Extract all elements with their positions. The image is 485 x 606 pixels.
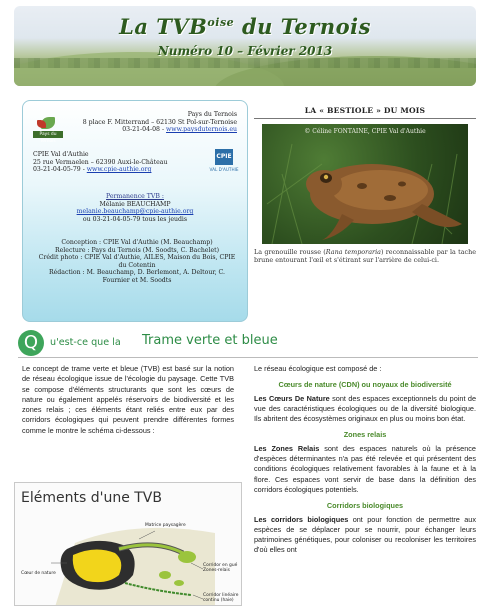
cpie-website-link[interactable]: www.cpie-authie.org [86, 166, 152, 174]
newsletter-title: La $TVB^{oise}$ du Ternois [119, 14, 371, 39]
cpie-address-block: CPIE Val d'Authie 25 rue Vermaelen – 62390 Auxi-le-Château 03-21-04-05-79 - www.cpie-authie.org [33, 151, 168, 174]
frog-photo [262, 124, 468, 244]
pays-website-link[interactable]: www.paysduternois.eu [166, 126, 237, 134]
section-initial: Q [18, 330, 44, 356]
divider [18, 357, 478, 358]
paragraph-zones-relais: Les Zones Relais sont des espaces naturels où la présence d'espèces déterminantes n'a pas été relevée et qui présentent des conditions écologiques relativement favorables à la faune et à la flore. Ces espaces vont servir de base dans la définition des corridors écologiques potentiels. [254, 443, 476, 494]
frog-caption: La grenouille rousse (Rana temporaria) reconnaissable par la tache brune entourant l'œil et s'étirant sur l'arrière de celui-ci. [254, 248, 477, 265]
permanence-email-link[interactable]: melanie.beauchamp@cpie-authie.org [76, 208, 194, 216]
tvb-diagram [14, 482, 242, 606]
paragraph-coeurs-nature: Les Cœurs De Nature sont des espaces exceptionnels du point de vue des caractéristiques écologiques ou de la diversité biologique. Ils abritent des écosystèmes originaux en plus ou moins bon état. [254, 393, 477, 424]
intro-paragraph: Le concept de trame verte et bleue (TVB) est basé sur la notion de réseau écologique issue de l'écologie du paysage. Cette TVB se compose d'éléments structurants que sont les cœurs de nature ou également appelés réservoirs de biodiversité et les zones relais ; ces éléments étant reliés entre eux par des corridors écologiques qui peuvent prendre différentes formes comme le montre le schéma ci-dessous : [22, 364, 234, 435]
subhead-zones-relais: Zones relais [343, 430, 387, 440]
label-corridor-gue: Corridor en gué Zones-relais [203, 563, 238, 573]
network-description [254, 364, 476, 556]
subhead-corridors: Corridors biologiques [326, 501, 404, 511]
permanence-block: Permanence TVB : Mélanie BEAUCHAMP melanie.beauchamp@cpie-authie.org ou 03-21-04-05-79 tous les jeudis [23, 193, 247, 223]
landscape-treeline [14, 58, 476, 68]
photo-credit: © Céline FONTAINE, CPIE Val d'Authie [304, 128, 426, 135]
label-corridor-lineaire: Corridor linéaire continu (haie) [203, 593, 239, 603]
tvb-schema [15, 483, 242, 606]
network-lead: Le réseau écologique est composé de : [254, 364, 382, 373]
pays-ternois-logo: Pays du Ternois [33, 117, 63, 139]
pays-address-block: Pays du Ternois 8 place F. Mitterrand – 62130 St Pol-sur-Ternoise 03-21-04-08 - www.paysduternois.eu [82, 111, 237, 134]
divider [254, 118, 476, 119]
paragraph-corridors: Les corridors biologiques ont pour fonction de permettre aux espèces de se déplacer pour se nourrir, pour échanger leurs patrimoines génétiques, pour coloniser ou recoloniser les territoires d'où elles ont [254, 514, 476, 555]
masthead-banner [14, 6, 476, 86]
label-matrice: Matrice paysagère [145, 523, 186, 528]
frog-illustration [262, 124, 468, 244]
bestiole-heading: LA « BESTIOLE » DU MOIS [304, 106, 426, 115]
cpie-logo: CPIE VAL D'AUTHIE [213, 149, 235, 173]
label-coeur-nature: Cœur de nature [21, 571, 56, 576]
subhead-coeurs-nature: Cœurs de nature (CDN) ou noyaux de biodiversité [278, 380, 452, 390]
credits-block: Conception : CPIE Val d'Authie (M. Beauchamp) Relecture : Pays du Ternois (M. Soodts, C. Bachelet) Crédit photo : CPIE Val d'Authie, AILES, Maison du Bois, CPIE du Cotentin Rédaction : M. Beauchamp, D. Berlemont, A. Deltour, C. Fournier et M. Soodts [38, 239, 236, 284]
contact-info-box [22, 100, 248, 322]
leaf-icon [37, 120, 46, 128]
issue-number: Numéro 10 – Février 2013 [157, 44, 333, 58]
section-heading: Q u'est-ce que la Trame verte et bleue [18, 330, 478, 356]
diagram-title: Eléments d'une TVB [21, 490, 162, 506]
